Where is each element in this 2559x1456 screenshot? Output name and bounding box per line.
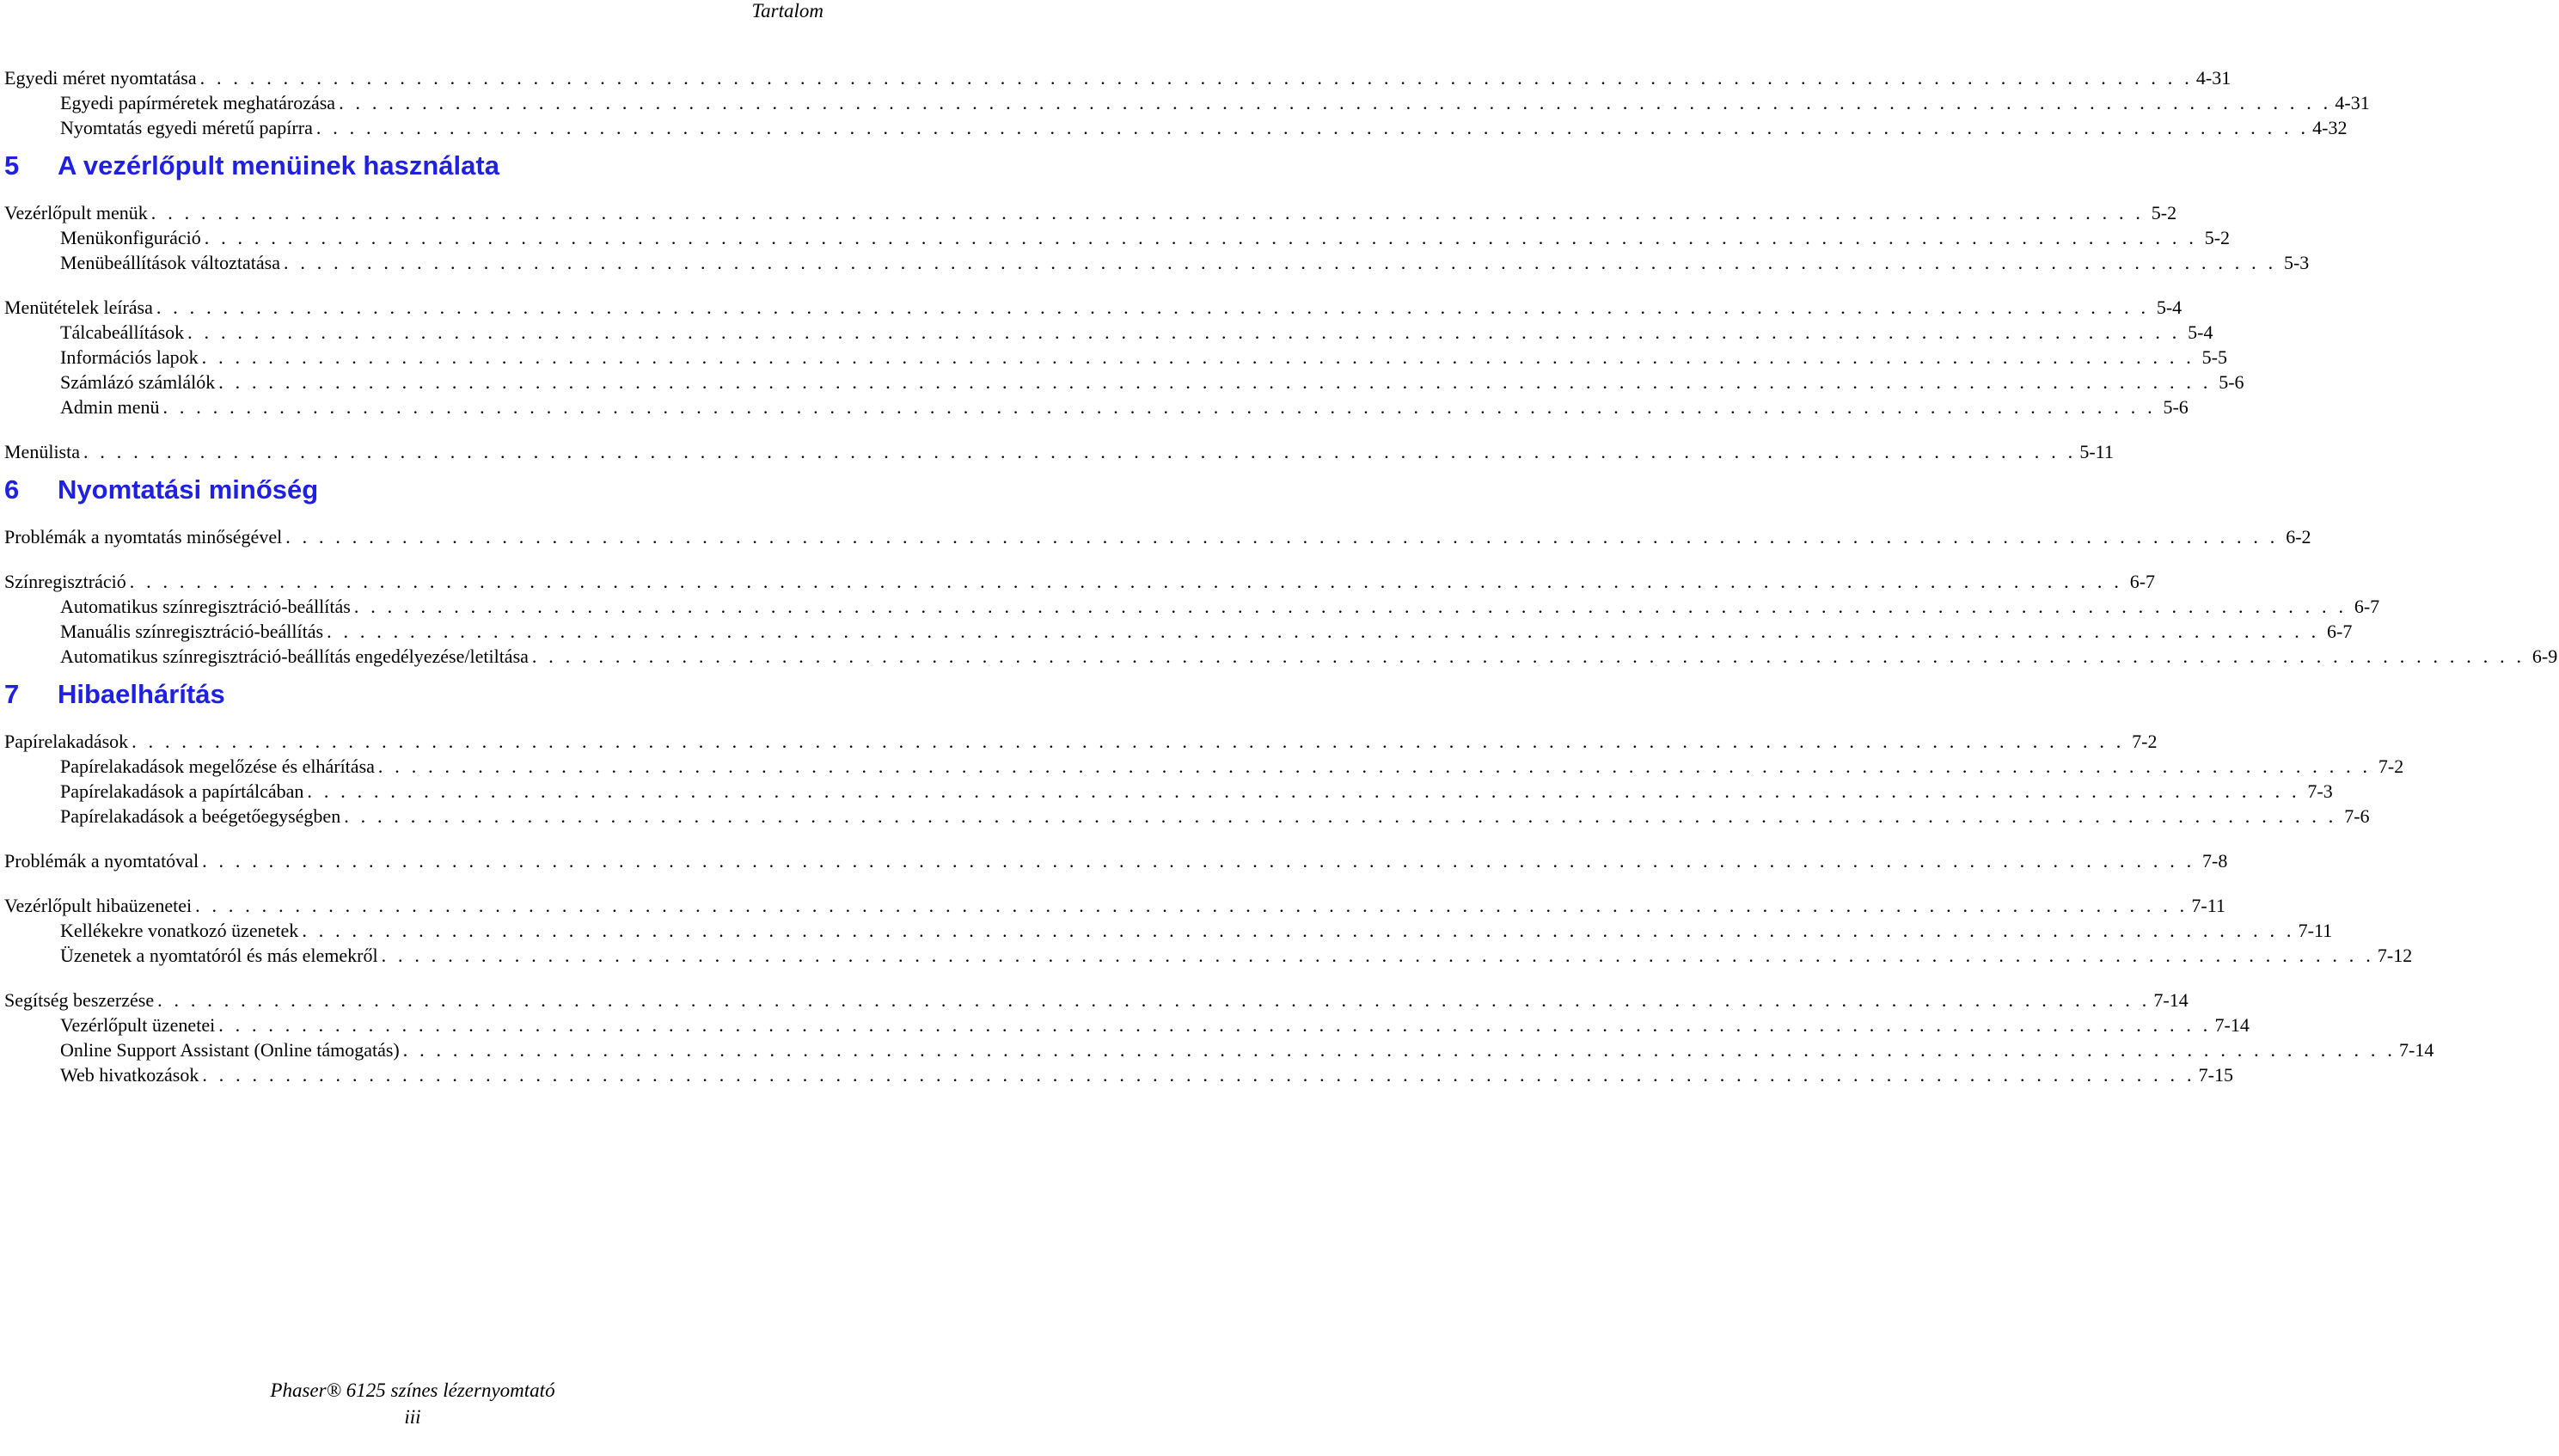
dot-leader: . . . . . . . . . . . . . . . . . . . . . . . . . . . . . . . . . . . . . . . . . . . . . . . . . . . . . . . . . . . . . . . . . . . . . . . . . . . . . . . . . . . . . . . . . . . . . . . . . . . . . . . . . . . . . . . . . . . . . . . . [315, 117, 2310, 138]
toc-entry-page: 5-2 [2204, 227, 2231, 248]
table-of-contents [0, 67, 2558, 1089]
toc-entry-page: 7-14 [2399, 1039, 2434, 1061]
toc-entry-section[interactable] [0, 202, 2177, 227]
toc-entry-subsection[interactable] [0, 780, 2333, 805]
toc-entry-title: Üzenetek a nyomtatóról és más elemekről [60, 945, 378, 966]
toc-entry-page: 7-8 [2202, 850, 2228, 872]
chapter-heading[interactable] [0, 142, 825, 202]
toc-entry-section[interactable] [0, 989, 2189, 1014]
toc-entry-subsection[interactable] [0, 596, 2380, 621]
toc-entry-page: 5-6 [2219, 371, 2244, 393]
chapter-title: A vezérlőpult menüinek használata [58, 150, 499, 180]
toc-entry-title: Menülista [4, 441, 80, 462]
dot-leader: . . . . . . . . . . . . . . . . . . . . . . . . . . . . . . . . . . . . . . . . . . . . . . . . . . . . . . . . . . . . . . . . . . . . . . . . . . . . . . . . . . . . . . . . . . . . . . . . . . . . . . . . . . . . . . . . . . . . . . . . [339, 92, 2332, 113]
toc-entry-page: 6-9 [2531, 645, 2558, 667]
toc-entry-page: 5-11 [2079, 441, 2114, 462]
dot-leader: . . . . . . . . . . . . . . . . . . . . . . . . . . . . . . . . . . . . . . . . . . . . . . . . . . . . . . . . . . . . . . . . . . . . . . . . . . . . . . . . . . . . . . . . . . . . . . . . . . . . . . . . . . . . . . . . . . . . . . . . [285, 526, 2279, 548]
toc-entry-title: Tálcabeállítások [60, 321, 185, 343]
toc-spacer [0, 875, 825, 895]
dot-leader: . . . . . . . . . . . . . . . . . . . . . . . . . . . . . . . . . . . . . . . . . . . . . . . . . . . . . . . . . . . . . . . . . . . . . . . . . . . . . . . . . . . . . . . . . . . . . . . . . . . . . . . . . . . . . . . . . . . . . . . . [218, 1014, 2212, 1036]
chapter-title: Nyomtatási minőség [58, 474, 319, 505]
toc-entry-title: Automatikus színregisztráció-beállítás [60, 596, 351, 617]
toc-entry-page: 5-5 [2201, 346, 2227, 368]
toc-entry-page: 4-31 [2195, 67, 2231, 89]
toc-entry-page: 7-2 [2378, 756, 2404, 777]
dot-leader: . . . . . . . . . . . . . . . . . . . . . . . . . . . . . . . . . . . . . . . . . . . . . . . . . . . . . . . . . . . . . . . . . . . . . . . . . . . . . . . . . . . . . . . . . . . . . . . . . . . . . . . . . . . . . . . . . . . . . . . . [129, 571, 2123, 592]
toc-entry-title: Web hivatkozások [60, 1064, 199, 1086]
dot-leader: . . . . . . . . . . . . . . . . . . . . . . . . . . . . . . . . . . . . . . . . . . . . . . . . . . . . . . . . . . . . . . . . . . . . . . . . . . . . . . . . . . . . . . . . . . . . . . . . . . . . . . . . . . . . . . . . . . . . . . . . [195, 895, 2189, 916]
chapter-number: 6 [4, 474, 20, 505]
toc-entry-page: 5-3 [2283, 252, 2310, 273]
toc-entry-page: 7-2 [2132, 731, 2158, 752]
toc-spacer [0, 830, 825, 850]
dot-leader: . . . . . . . . . . . . . . . . . . . . . . . . . . . . . . . . . . . . . . . . . . . . . . . . . . . . . . . . . . . . . . . . . . . . . . . . . . . . . . . . . . . . . . . . . . . . . . . . . . . . . . . . . . . . . . . . . . . . . . . . [307, 780, 2300, 802]
toc-entry-page: 4-31 [2335, 92, 2370, 113]
toc-entry-title: Információs lapok [60, 346, 199, 368]
toc-entry-title: Automatikus színregisztráció-beállítás engedélyezése/letiltása [60, 645, 529, 667]
toc-entry-subsection[interactable] [0, 621, 2353, 645]
chapter-heading[interactable] [0, 466, 825, 526]
toc-entry-subsection[interactable] [0, 756, 2404, 780]
toc-spacer [0, 421, 825, 441]
toc-entry-subsection[interactable] [0, 227, 2231, 252]
toc-entry-page: 7-14 [2214, 1014, 2250, 1036]
toc-entry-title: Vezérlőpult hibaüzenetei [4, 895, 193, 916]
toc-entry-section[interactable] [0, 441, 2114, 466]
toc-entry-section[interactable] [0, 67, 2231, 92]
dot-leader: . . . . . . . . . . . . . . . . . . . . . . . . . . . . . . . . . . . . . . . . . . . . . . . . . . . . . . . . . . . . . . . . . . . . . . . . . . . . . . . . . . . . . . . . . . . . . . . . . . . . . . . . . . . . . . . . . . . . . . . . [199, 67, 2193, 89]
toc-entry-subsection[interactable] [0, 321, 2213, 346]
toc-entry-title: Kellékekre vonatkozó üzenetek [60, 920, 299, 941]
dot-leader: . . . . . . . . . . . . . . . . . . . . . . . . . . . . . . . . . . . . . . . . . . . . . . . . . . . . . . . . . . . . . . . . . . . . . . . . . . . . . . . . . . . . . . . . . . . . . . . . . . . . . . . . . . . . . . . . . . . . . . . . [218, 371, 2212, 393]
toc-entry-subsection[interactable] [0, 805, 2370, 830]
toc-entry-page: 7-15 [2198, 1064, 2233, 1086]
toc-spacer [0, 970, 825, 989]
toc-entry-subsection[interactable] [0, 92, 2370, 117]
dot-leader: . . . . . . . . . . . . . . . . . . . . . . . . . . . . . . . . . . . . . . . . . . . . . . . . . . . . . . . . . . . . . . . . . . . . . . . . . . . . . . . . . . . . . . . . . . . . . . . . . . . . . . . . . . . . . . . . . . . . . . . . [187, 321, 2181, 343]
toc-entry-title: Nyomtatás egyedi méretű papírra [60, 117, 313, 138]
footer-page-number: iii [404, 1406, 421, 1428]
dot-leader: . . . . . . . . . . . . . . . . . . . . . . . . . . . . . . . . . . . . . . . . . . . . . . . . . . . . . . . . . . . . . . . . . . . . . . . . . . . . . . . . . . . . . . . . . . . . . . . . . . . . . . . . . . . . . . . . . . . . . . . . [344, 805, 2337, 827]
toc-entry-title: Admin menü [60, 396, 160, 418]
dot-leader: . . . . . . . . . . . . . . . . . . . . . . . . . . . . . . . . . . . . . . . . . . . . . . . . . . . . . . . . . . . . . . . . . . . . . . . . . . . . . . . . . . . . . . . . . . . . . . . . . . . . . . . . . . . . . . . . . . . . . . . . [381, 945, 2374, 966]
dot-leader: . . . . . . . . . . . . . . . . . . . . . . . . . . . . . . . . . . . . . . . . . . . . . . . . . . . . . . . . . . . . . . . . . . . . . . . . . . . . . . . . . . . . . . . . . . . . . . . . . . . . . . . . . . . . . . . . . . . . . . . . [83, 441, 2077, 462]
dot-leader: . . . . . . . . . . . . . . . . . . . . . . . . . . . . . . . . . . . . . . . . . . . . . . . . . . . . . . . . . . . . . . . . . . . . . . . . . . . . . . . . . . . . . . . . . . . . . . . . . . . . . . . . . . . . . . . . . . . . . . . . [162, 396, 2156, 418]
toc-entry-page: 7-3 [2307, 780, 2333, 802]
toc-entry-page: 6-7 [2354, 596, 2380, 617]
toc-entry-subsection[interactable] [0, 371, 2244, 396]
toc-entry-page: 7-11 [2298, 920, 2333, 941]
toc-entry-page: 4-32 [2312, 117, 2348, 138]
dot-leader: . . . . . . . . . . . . . . . . . . . . . . . . . . . . . . . . . . . . . . . . . . . . . . . . . . . . . . . . . . . . . . . . . . . . . . . . . . . . . . . . . . . . . . . . . . . . . . . . . . . . . . . . . . . . . . . . . . . . . . . . [202, 850, 2195, 872]
toc-entry-subsection[interactable] [0, 920, 2333, 945]
dot-leader: . . . . . . . . . . . . . . . . . . . . . . . . . . . . . . . . . . . . . . . . . . . . . . . . . . . . . . . . . . . . . . . . . . . . . . . . . . . . . . . . . . . . . . . . . . . . . . . . . . . . . . . . . . . . . . . . . . . . . . . . [377, 756, 2372, 777]
toc-entry-section[interactable] [0, 297, 2182, 321]
toc-entry-page: 5-4 [2188, 321, 2213, 343]
toc-entry-subsection[interactable] [0, 1064, 2233, 1089]
toc-entry-subsection[interactable] [0, 117, 2348, 142]
toc-entry-title: Vezérlőpult menük [4, 202, 148, 223]
toc-entry-title: Papírelakadások a papírtálcában [60, 780, 304, 802]
toc-entry-title: Színregisztráció [4, 571, 126, 592]
toc-entry-title: Menütételek leírása [4, 297, 153, 318]
toc-spacer [0, 277, 825, 297]
toc-entry-page: 5-6 [2163, 396, 2189, 418]
toc-entry-page: 7-6 [2344, 805, 2370, 827]
toc-entry-section[interactable] [0, 895, 2225, 920]
toc-entry-title: Segítség beszerzése [4, 989, 155, 1011]
toc-entry-title: Menükonfiguráció [60, 227, 201, 248]
toc-entry-title: Egyedi méret nyomtatása [4, 67, 197, 89]
toc-entry-title: Papírelakadások [4, 731, 129, 752]
dot-leader: . . . . . . . . . . . . . . . . . . . . . . . . . . . . . . . . . . . . . . . . . . . . . . . . . . . . . . . . . . . . . . . . . . . . . . . . . . . . . . . . . . . . . . . . . . . . . . . . . . . . . . . . . . . . . . . . . . . . . . . . [283, 252, 2277, 273]
toc-entry-title: Papírelakadások megelőzése és elhárítása [60, 756, 375, 777]
dot-leader: . . . . . . . . . . . . . . . . . . . . . . . . . . . . . . . . . . . . . . . . . . . . . . . . . . . . . . . . . . . . . . . . . . . . . . . . . . . . . . . . . . . . . . . . . . . . . . . . . . . . . . . . . . . . . . . . . . . . . . . . [156, 297, 2150, 318]
toc-entry-subsection[interactable] [0, 252, 2310, 277]
dot-leader: . . . . . . . . . . . . . . . . . . . . . . . . . . . . . . . . . . . . . . . . . . . . . . . . . . . . . . . . . . . . . . . . . . . . . . . . . . . . . . . . . . . . . . . . . . . . . . . . . . . . . . . . . . . . . . . . . . . . . . . . [202, 1064, 2195, 1086]
toc-entry-subsection[interactable] [0, 346, 2227, 371]
dot-leader: . . . . . . . . . . . . . . . . . . . . . . . . . . . . . . . . . . . . . . . . . . . . . . . . . . . . . . . . . . . . . . . . . . . . . . . . . . . . . . . . . . . . . . . . . . . . . . . . . . . . . . . . . . . . . . . . . . . . . . . . [402, 1039, 2397, 1061]
toc-entry-page: 7-12 [2377, 945, 2413, 966]
dot-leader: . . . . . . . . . . . . . . . . . . . . . . . . . . . . . . . . . . . . . . . . . . . . . . . . . . . . . . . . . . . . . . . . . . . . . . . . . . . . . . . . . . . . . . . . . . . . . . . . . . . . . . . . . . . . . . . . . . . . . . . . [150, 202, 2145, 223]
footer-product-name: Phaser® 6125 színes lézernyomtató [270, 1380, 555, 1401]
toc-entry-page: 7-14 [2153, 989, 2189, 1011]
toc-entry-page: 5-4 [2156, 297, 2182, 318]
toc-entry-subsection[interactable] [0, 645, 2558, 670]
dot-leader: . . . . . . . . . . . . . . . . . . . . . . . . . . . . . . . . . . . . . . . . . . . . . . . . . . . . . . . . . . . . . . . . . . . . . . . . . . . . . . . . . . . . . . . . . . . . . . . . . . . . . . . . . . . . . . . . . . . . . . . . [302, 920, 2295, 941]
toc-entry-title: Problémák a nyomtatóval [4, 850, 199, 872]
toc-entry-section[interactable] [0, 731, 2158, 756]
dot-leader: . . . . . . . . . . . . . . . . . . . . . . . . . . . . . . . . . . . . . . . . . . . . . . . . . . . . . . . . . . . . . . . . . . . . . . . . . . . . . . . . . . . . . . . . . . . . . . . . . . . . . . . . . . . . . . . . . . . . . . . . [201, 346, 2195, 368]
chapter-number: 5 [4, 150, 20, 180]
toc-entry-subsection[interactable] [0, 1039, 2434, 1064]
toc-entry-title: Egyedi papírméretek meghatározása [60, 92, 336, 113]
toc-entry-page: 5-2 [2151, 202, 2177, 223]
running-header: Tartalom [751, 0, 823, 21]
chapter-heading[interactable] [0, 670, 825, 731]
toc-entry-subsection[interactable] [0, 945, 2413, 970]
toc-entry-title: Papírelakadások a beégetőegységben [60, 805, 341, 827]
toc-entry-title: Manuális színregisztráció-beállítás [60, 621, 324, 642]
toc-entry-page: 6-7 [2327, 621, 2353, 642]
toc-spacer [0, 551, 825, 571]
toc-entry-page: 6-7 [2129, 571, 2156, 592]
toc-entry-title: Menübeállítások változtatása [60, 252, 280, 273]
toc-entry-page: 7-11 [2191, 895, 2225, 916]
chapter-number: 7 [4, 679, 20, 709]
dot-leader: . . . . . . . . . . . . . . . . . . . . . . . . . . . . . . . . . . . . . . . . . . . . . . . . . . . . . . . . . . . . . . . . . . . . . . . . . . . . . . . . . . . . . . . . . . . . . . . . . . . . . . . . . . . . . . . . . . . . . . . . [353, 596, 2348, 617]
toc-entry-subsection[interactable] [0, 396, 2189, 421]
toc-entry-section[interactable] [0, 526, 2311, 551]
toc-entry-page: 6-2 [2286, 526, 2311, 548]
dot-leader: . . . . . . . . . . . . . . . . . . . . . . . . . . . . . . . . . . . . . . . . . . . . . . . . . . . . . . . . . . . . . . . . . . . . . . . . . . . . . . . . . . . . . . . . . . . . . . . . . . . . . . . . . . . . . . . . . . . . . . . . [327, 621, 2320, 642]
toc-entry-title: Vezérlőpult üzenetei [60, 1014, 216, 1036]
toc-entry-section[interactable] [0, 571, 2156, 596]
toc-entry-subsection[interactable] [0, 1014, 2250, 1039]
toc-entry-title: Online Support Assistant (Online támogatás) [60, 1039, 400, 1061]
dot-leader: . . . . . . . . . . . . . . . . . . . . . . . . . . . . . . . . . . . . . . . . . . . . . . . . . . . . . . . . . . . . . . . . . . . . . . . . . . . . . . . . . . . . . . . . . . . . . . . . . . . . . . . . . . . . . . . . . . . . . . . . [132, 731, 2125, 752]
dot-leader: . . . . . . . . . . . . . . . . . . . . . . . . . . . . . . . . . . . . . . . . . . . . . . . . . . . . . . . . . . . . . . . . . . . . . . . . . . . . . . . . . . . . . . . . . . . . . . . . . . . . . . . . . . . . . . . . . . . . . . . . [204, 227, 2198, 248]
chapter-title: Hibaelhárítás [58, 679, 225, 709]
dot-leader: . . . . . . . . . . . . . . . . . . . . . . . . . . . . . . . . . . . . . . . . . . . . . . . . . . . . . . . . . . . . . . . . . . . . . . . . . . . . . . . . . . . . . . . . . . . . . . . . . . . . . . . . . . . . . . . . . . . . . . . . [157, 989, 2151, 1011]
toc-entry-title: Problémák a nyomtatás minőségével [4, 526, 283, 548]
toc-entry-title: Számlázó számlálók [60, 371, 216, 393]
dot-leader: . . . . . . . . . . . . . . . . . . . . . . . . . . . . . . . . . . . . . . . . . . . . . . . . . . . . . . . . . . . . . . . . . . . . . . . . . . . . . . . . . . . . . . . . . . . . . . . . . . . . . . . . . . . . . . . . . . . . . . . . [531, 645, 2525, 667]
toc-entry-section[interactable] [0, 850, 2228, 875]
